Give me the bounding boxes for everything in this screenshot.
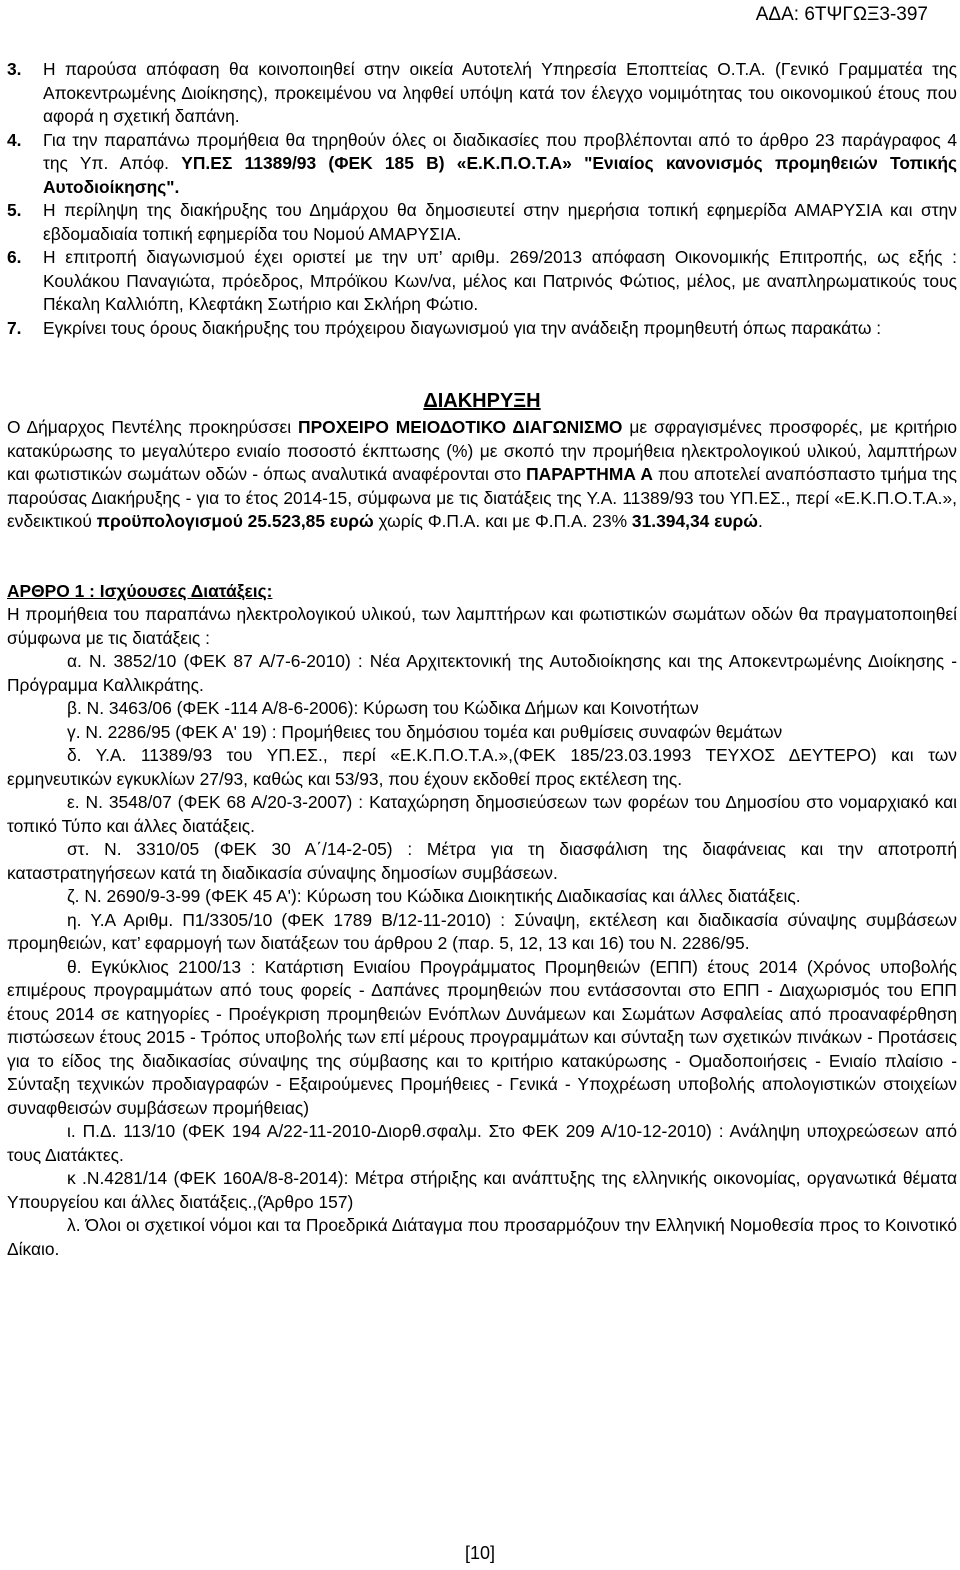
law-item: κ .Ν.4281/14 (ΦΕΚ 160Α/8-8-2014): Μέτρα στήριξης και ανάπτυξης της ελληνικής οικονομίας, οργανωτικά θέματα Υπουργείου και άλλες διατάξεις.,(Άρθρο 157): [7, 1168, 957, 1212]
text-run: Ο Δήμαρχος Πεντέλης προκηρύσσει: [7, 417, 299, 437]
diakiryxi-title: ΔΙΑΚΗΡΥΞΗ: [423, 390, 541, 412]
item-text: Η επιτροπή διαγωνισμού έχει οριστεί με την υπ’ αριθμ. 269/2013 απόφαση Οικονομικής Επιτροπής, ως εξής : Κουλάκου Παναγιώτα, πρόεδρος, Μπρόϊκου Κων/να, μέλος και Πατρινός Φώτιος, μέλος, με αναπληρωματικούς τους Πέκαλη Καλλιόπη, Κλεφτάκη Σωτήριο και Σκλήρη Φώτιο.: [43, 247, 957, 314]
list-item: [7, 129, 957, 200]
law-item: β. Ν. 3463/06 (ΦΕΚ -114 Α/8-6-2006): Κύρωση του Κώδικα Δήμων και Κοινοτήτων: [67, 698, 699, 718]
law-item: λ. Όλοι οι σχετικοί νόμοι και τα Προεδρικά Διάταγμα που προσαρμόζουν την Ελληνική Νομοθεσία προς το Κοινοτικό Δίκαιο.: [7, 1215, 957, 1259]
item-text-part: Για την παραπάνω προμήθεια θα τηρηθούν όλες οι διαδικασίες που προβλέπονται από το άρθρο 23 παράγραφος 4 της Υπ. Απόφ.: [43, 129, 957, 173]
text-run-bold: ΠΑΡΑΡΤΗΜΑ Α: [526, 464, 653, 484]
article1-title: ΑΡΘΡΟ 1 : Ισχύουσες Διατάξεις:: [7, 580, 273, 601]
text-run-bold: 31.394,34 ευρώ: [631, 511, 758, 531]
spacer: [7, 534, 957, 580]
law-item: ζ. Ν. 2690/9-3-99 (ΦΕΚ 45 Α'): Κύρωση του Κώδικα Διοικητικής Διαδικασίας και άλλες διατάξεις.: [67, 886, 801, 906]
ada-code: ΑΔΑ: 6ΤΨΓΩΞ3-397: [755, 4, 928, 25]
law-item: ε. Ν. 3548/07 (ΦΕΚ 68 Α/20-3-2007) : Καταχώρηση δημοσιεύσεων των φορέων του Δημοσίου στο νομαρχιακό και τοπικό Τύπο και άλλες διατάξεις.: [7, 792, 957, 836]
text-run-bold: ΠΡΟΧΕΙΡΟ ΜΕΙΟΔΟΤΙΚΟ ΔΙΑΓΩΝΙΣΜΟ: [298, 417, 623, 437]
text-run: που αποτελεί αναπόσπαστο τμήμα της παρούσας Διακήρυξης - για το έτος 2014-15, σύμφωνα με τις διατάξεις της Υ.Α. 11389/93 του ΥΠ.ΕΣ., περί «Ε.Κ.Π.Ο.Τ.Α.», ενδεικτικού: [7, 464, 958, 531]
item-number: 3.: [7, 59, 22, 79]
diakiryxi-paragraph: [7, 416, 957, 534]
text-run: .: [757, 511, 763, 531]
law-list: [7, 650, 957, 1261]
item-text: Εγκρίνει τους όρους διακήρυξης του πρόχειρου διαγωνισμού για την ανάδειξη προμηθευτή όπως παρακάτω :: [43, 317, 882, 338]
text-run-bold: προϋπολογισμού 25.523,85 ευρώ: [96, 511, 374, 531]
text-run: με σφραγισμένες προσφορές, με κριτήριο κατακύρωσης το μεγαλύτερο ενιαίο ποσοστό έκπτωσης (%) με σκοπό την προμήθεια ηλεκτρολογικού υλικού, λαμπτήρων και φωτιστικών σωμάτων οδών - όπως αναλυτικά αναφέρονται στο: [7, 417, 957, 484]
list-item: [7, 58, 957, 129]
list-item: [7, 246, 957, 317]
law-item: θ. Εγκύκλιος 2100/13 : Κατάρτιση Ενιαίου Προγράμματος Προμηθειών (ΕΠΠ) έτους 2014 (Χρόνος υποβολής επιμέρους προγραμμάτων από τους φορείς - Δαπάνες προμηθειών που εντάσσονται στο ΕΠΠ - Διαχωρισμός του ΕΠΠ έτους 2014 σε κατηγορίες - Προέγκριση προμηθειών Ενόπλων Δυνάμεων και Σωμάτων Ασφαλείας από προαναφέρθηση πιστώσεων έτους 2015 - Τρόπος υποβολής των επί μέρους προγραμμάτων και σύνταξη των σχετικών πινάκων - Προτάσεις για το είδος της διαδικασίας σύναψης της σύμβασης και το κριτήριο κατακύρωσης - Ομαδοποιήσεις - Ενιαίο πλαίσιο - Σύνταξη τεχνικών προδιαγραφών - Εξαιρούμενες Προμήθειες - Γενικά - Υποχρέωση υποβολής απολογιστικών στοιχείων συναφθεισών συμβάσεων προμήθειας): [7, 956, 957, 1118]
article1-intro: Η προμήθεια του παραπάνω ηλεκτρολογικού υλικού, των λαμπτήρων και φωτιστικών σωμάτων οδών θα πραγματοποιηθεί σύμφωνα με τις διατάξεις :: [7, 604, 957, 648]
page-number: [10]: [464, 1543, 496, 1563]
item-text-bold: ΥΠ.ΕΣ 11389/93 (ΦΕΚ 185 Β) «Ε.Κ.Π.Ο.Τ.Α» "Ενιαίος κανονισμός προμηθειών Τοπικής Αυτοδιοίκησης".: [43, 153, 958, 197]
item-number: 6.: [7, 247, 22, 267]
item-text: Η περίληψη της διακήρυξης του Δημάρχου θα δημοσιευτεί στην ημερήσια τοπική εφημερίδα ΑΜΑΡΥΣΙΑ και στην εβδομαδιαία τοπική εφημερίδα του Νομού ΑΜΑΡΥΣΙΑ.: [43, 200, 957, 244]
item-number: 4.: [7, 129, 22, 150]
spacer: [7, 340, 957, 386]
law-item: η. Υ.Α Αριθμ. Π1/3305/10 (ΦΕΚ 1789 Β/12-11-2010) : Σύναψη, εκτέλεση και διαδικασία σύναψης συμβάσεων προμηθειών, κατ’ εφαρμογή των διατάξεων του άρθρου 2 (παρ. 5, 12, 13 και 16) του Ν. 2286/95.: [7, 909, 957, 953]
law-item: στ. Ν. 3310/05 (ΦΕΚ 30 Α΄/14-2-05) : Μέτρα για τη διασφάλιση της διαφάνειας και την αποτροπή καταστρατηγήσεων κατά τη διαδικασία σύναψης δημοσίων συμβάσεων.: [7, 839, 957, 883]
list-item: [7, 317, 957, 341]
item-number: 5.: [7, 200, 22, 220]
list-item: [7, 199, 957, 246]
law-item: ι. Π.Δ. 113/10 (ΦΕΚ 194 Α/22-11-2010-Διορθ.σφαλμ. Στο ΦΕΚ 209 Α/10-12-2010) : Ανάληψη υποχρεώσεων από τους Διατάκτες.: [7, 1121, 957, 1165]
item-text: Η παρούσα απόφαση θα κοινοποιηθεί στην οικεία Αυτοτελή Υπηρεσία Εποπτείας Ο.Τ.Α. (Γενικό Γραμματέα της Αποκεντρωμένης Διοίκησης), προκειμένου να ληφθεί υπόψη κατά τον έλεγχο νομιμότητας του οικονομικού έτους που αφορά η σχετική δαπάνη.: [43, 59, 957, 126]
law-item: α. Ν. 3852/10 (ΦΕΚ 87 Α/7-6-2010) : Νέα Αρχιτεκτονική της Αυτοδιοίκησης και της Αποκεντρωμένης Διοίκησης - Πρόγραμμα Καλλικράτης.: [7, 651, 957, 695]
item-text: [43, 129, 957, 200]
item-number: 7.: [7, 317, 22, 338]
text-run: χωρίς Φ.Π.Α. και με Φ.Π.Α. 23%: [373, 511, 632, 531]
law-item: δ. Υ.Α. 11389/93 του ΥΠ.ΕΣ., περί «Ε.Κ.Π.Ο.Τ.Α.»,(ΦΕΚ 185/23.03.1993 ΤΕΥΧΟΣ ΔΕΥΤΕΡΟ) και των ερμηνευτικών εγκυκλίων 27/93, καθώς και 53/93, που έχουν εκδοθεί προς εκτέλεση της.: [7, 745, 957, 789]
document-body: [7, 58, 957, 1261]
law-item: γ. Ν. 2286/95 (ΦΕΚ Α' 19) : Προμήθειες του δημόσιου τομέα και ρυθμίσεις συναφών θεμάτων: [67, 721, 783, 742]
